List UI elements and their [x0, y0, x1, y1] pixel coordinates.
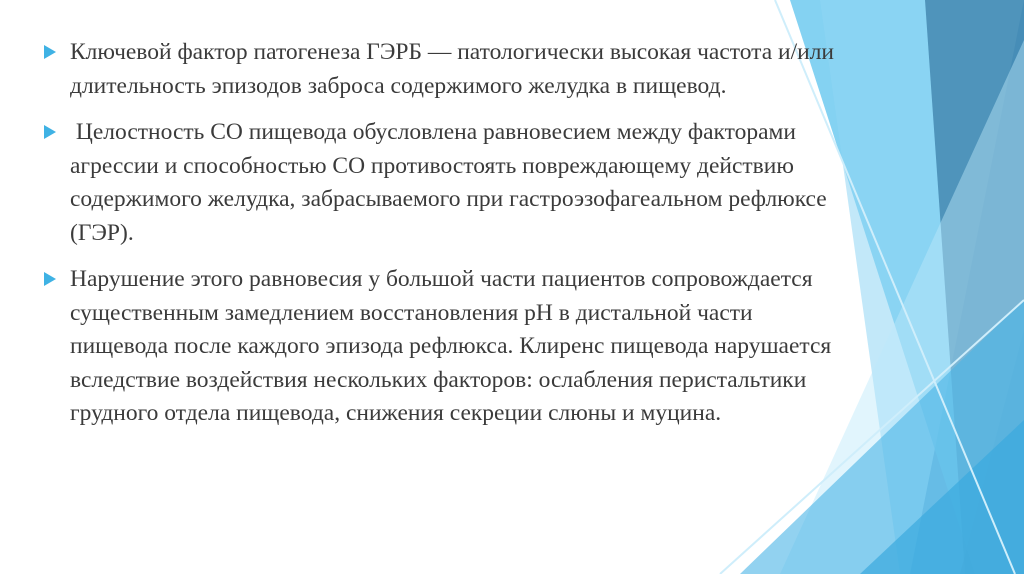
- triangle-right-icon: [44, 272, 56, 286]
- bullet-text: Ключевой фактор патогенеза ГЭРБ — патологически высокая частота и/или длительность эпизодов заброса содержимого желудка в пищевод.: [70, 39, 835, 99]
- triangle-right-icon: [44, 125, 56, 139]
- bullet-item-2: [40, 116, 840, 250]
- bullet-text: Нарушение этого равновесия у большой части пациентов сопровождается существенным замедлением восстановления рН в дистальной части пищевода после каждого эпизода рефлюкса. Клиренс пищевода нарушается вследствие воздействия нескольких факторов: ослабления перистальтики грудного отдела пищевода, снижения секреции слюны и муцина.: [70, 266, 832, 426]
- bullet-text: Целостность СО пищевода обусловлена равновесием между факторами агрессии и способностью СО противостоять повреждающему действию содержимого желудка, забрасываемого при гастроэзофагеальном рефлюксе (ГЭР).: [70, 119, 833, 246]
- bullet-item-3: [40, 263, 840, 431]
- bullet-item-1: [40, 36, 840, 103]
- triangle-right-icon: [44, 45, 56, 59]
- bullet-list: [40, 36, 840, 444]
